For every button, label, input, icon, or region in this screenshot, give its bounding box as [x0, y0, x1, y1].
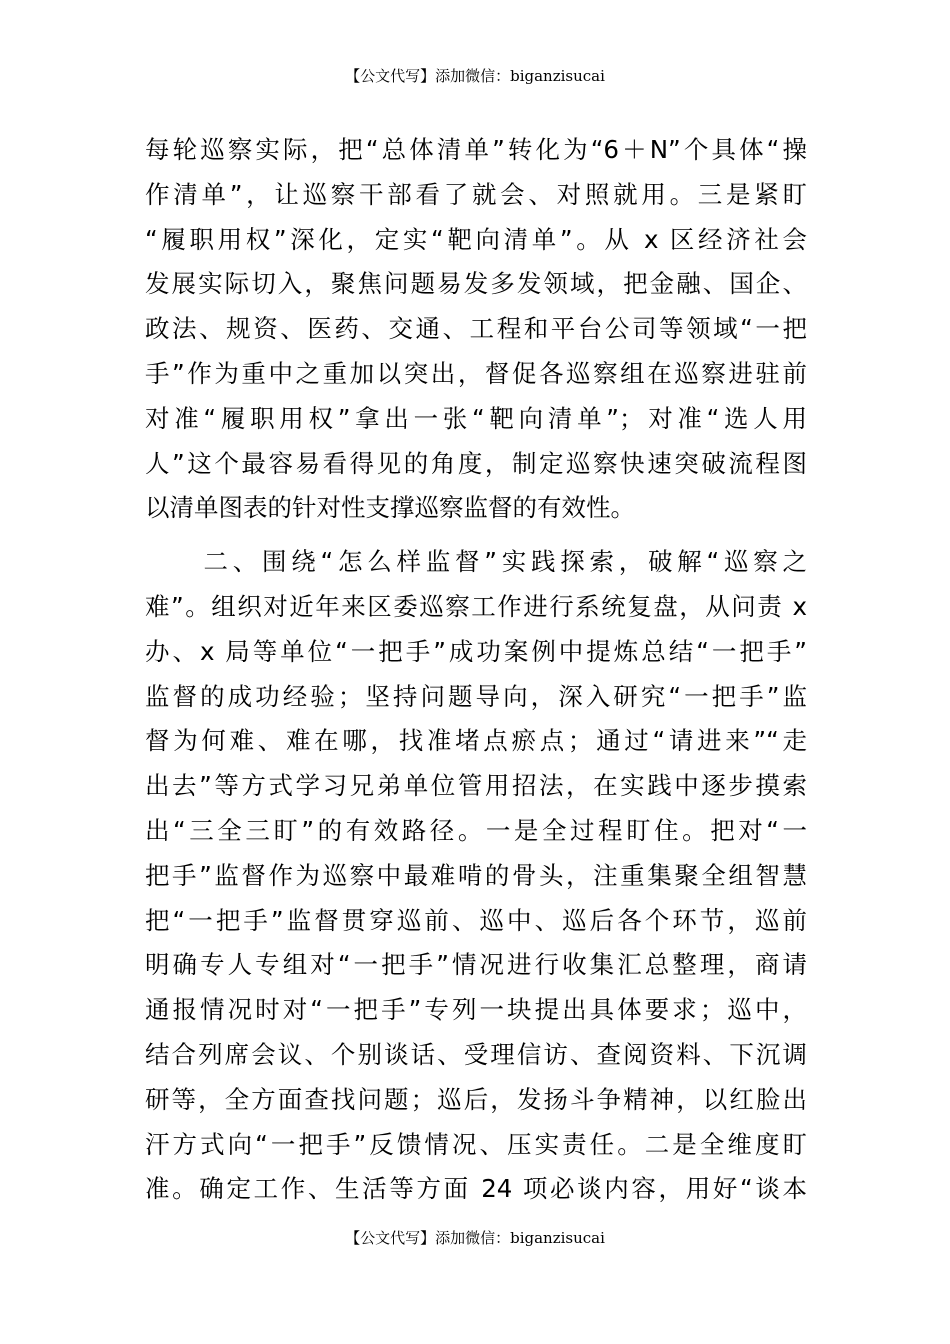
document-body [145, 128, 807, 1212]
paragraph-1 [145, 128, 807, 531]
text-line: 通报情况时对“一把手”专列一块提出具体要求；巡中， [145, 995, 807, 1025]
text-line: 把“一把手”监督贯穿巡前、巡中、巡后各个环节，巡前 [145, 905, 807, 935]
paragraph-2 [145, 540, 807, 1212]
page-footer-watermark: 【公文代写】添加微信：biganzisucai [345, 1229, 605, 1247]
text-line: 督为何难、难在哪，找准堵点瘀点；通过“请进来”“走 [145, 726, 807, 756]
text-line: 人”这个最容易看得见的角度，制定巡察快速突破流程图 [145, 448, 807, 478]
text-line: 准。确定工作、生活等方面 24 项必谈内容，用好“谈本 [145, 1174, 807, 1204]
text-line: 出“三全三盯”的有效路径。一是全过程盯住。把对“一 [145, 815, 807, 845]
page-header-watermark: 【公文代写】添加微信：biganzisucai [345, 67, 605, 85]
text-line: 每轮巡察实际，把“总体清单”转化为“6＋N”个具体“操 [145, 135, 807, 164]
text-line: 明确专人专组对“一把手”情况进行收集汇总整理，商请 [145, 950, 807, 980]
text-line: 难”。组织对近年来区委巡察工作进行系统复盘，从问责 x [145, 591, 807, 621]
text-line: 发展实际切入，聚焦问题易发多发领域，把金融、国企、 [145, 269, 807, 299]
text-line: 出去”等方式学习兄弟单位管用招法，在实践中逐步摸索 [145, 771, 807, 801]
text-line: 研等，全方面查找问题；巡后，发扬斗争精神，以红脸出 [145, 1084, 807, 1114]
text-line: 结合列席会议、个别谈话、受理信访、查阅资料、下沉调 [145, 1039, 807, 1069]
text-line: 二、围绕“怎么样监督”实践探索，破解“巡察之 [145, 547, 807, 577]
text-line: 监督的成功经验；坚持问题导向，深入研究“一把手”监 [145, 681, 807, 711]
text-line: 作清单”，让巡察干部看了就会、对照就用。三是紧盯 [145, 179, 807, 209]
text-line: “履职用权”深化，定实“靶向清单”。从 x 区经济社会 [145, 224, 807, 254]
text-line: 汗方式向“一把手”反馈情况、压实责任。二是全维度盯 [145, 1129, 807, 1159]
text-line: 以清单图表的针对性支撑巡察监督的有效性。 [145, 493, 635, 523]
text-line: 把手”监督作为巡察中最难啃的骨头，注重集聚全组智慧 [145, 860, 807, 890]
text-line: 对准“履职用权”拿出一张“靶向清单”；对准“选人用 [145, 403, 807, 433]
text-line: 政法、规资、医药、交通、工程和平台公司等领域“一把 [145, 314, 807, 344]
text-line: 手”作为重中之重加以突出，督促各巡察组在巡察进驻前 [145, 358, 807, 388]
text-line: 办、x 局等单位“一把手”成功案例中提炼总结“一把手” [145, 636, 807, 666]
